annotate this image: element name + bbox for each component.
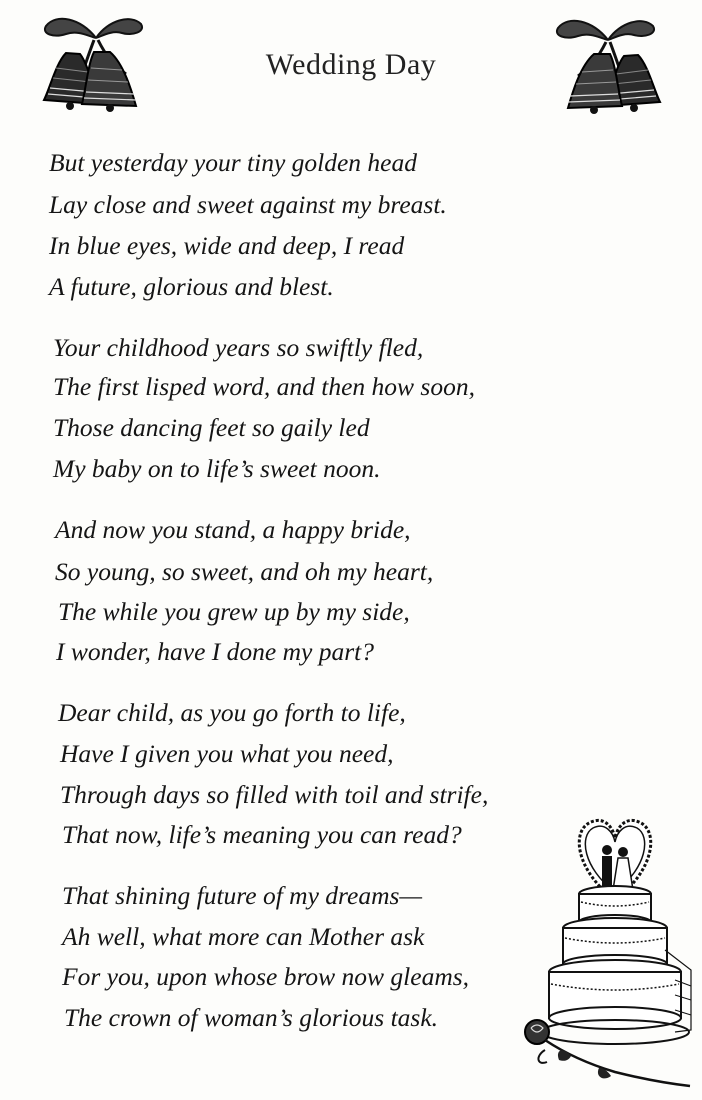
poem-line: In blue eyes, wide and deep, I read bbox=[49, 231, 405, 260]
poem-line: Have I given you what you need, bbox=[60, 739, 394, 768]
poem-line: Through days so filled with toil and strife, bbox=[60, 780, 489, 809]
poem-line: I wonder, have I done my part? bbox=[56, 637, 374, 666]
poem-line: A future, glorious and blest. bbox=[49, 272, 334, 301]
poem-line: So young, so sweet, and oh my heart, bbox=[55, 557, 434, 586]
poem-line: Lay close and sweet against my breast. bbox=[49, 190, 447, 219]
wedding-cake-icon bbox=[515, 810, 695, 1100]
poem-line: The first lisped word, and then how soon, bbox=[53, 372, 475, 401]
poem-line: For you, upon whose brow now gleams, bbox=[62, 962, 470, 991]
poem-line: That now, life’s meaning you can read? bbox=[62, 820, 462, 849]
poem-line: But yesterday your tiny golden head bbox=[49, 148, 417, 177]
poem-line: The crown of woman’s glorious task. bbox=[64, 1003, 439, 1032]
page-title: Wedding Day bbox=[265, 48, 437, 81]
poem-line: The while you grew up by my side, bbox=[58, 597, 410, 626]
poem-line: Your childhood years so swiftly fled, bbox=[53, 333, 424, 362]
poem-line: Those dancing feet so gaily led bbox=[53, 413, 370, 442]
poem-line: And now you stand, a happy bride, bbox=[55, 515, 411, 544]
poem-line: Dear child, as you go forth to life, bbox=[58, 698, 406, 727]
poem-line: Ah well, what more can Mother ask bbox=[62, 922, 425, 951]
poem-line: My baby on to life’s sweet noon. bbox=[53, 454, 381, 483]
poem-line: That shining future of my dreams— bbox=[62, 881, 423, 910]
